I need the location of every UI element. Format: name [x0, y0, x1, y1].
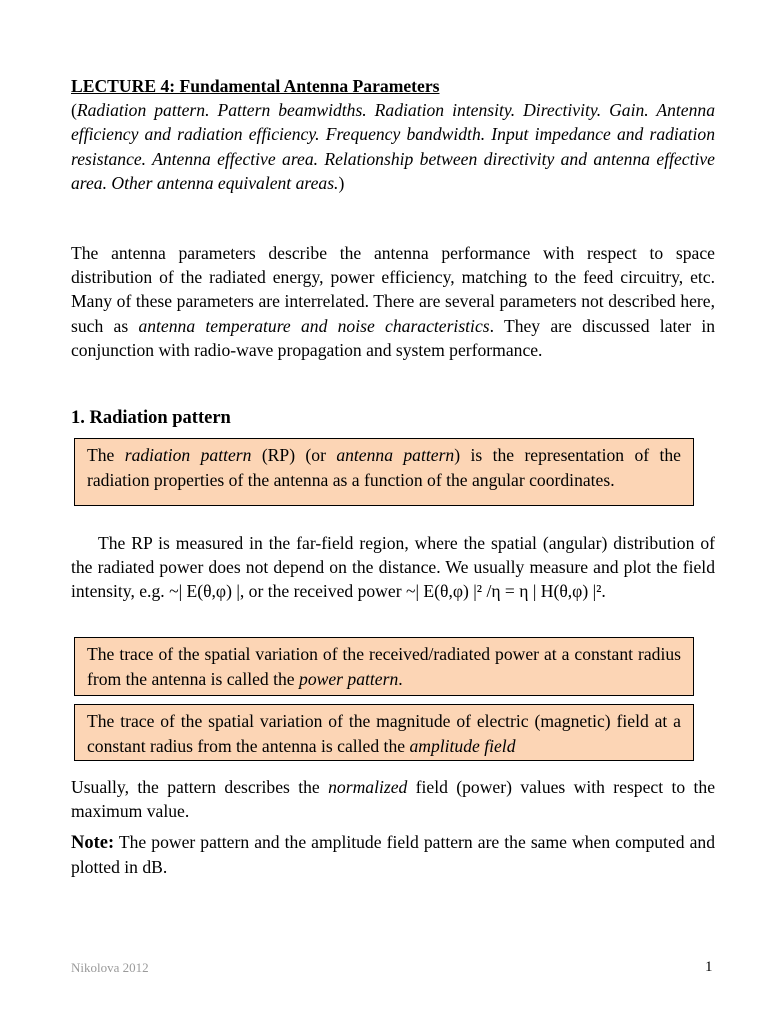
intro-paragraph — [71, 241, 715, 362]
box1-text-1: The — [87, 445, 125, 465]
box3-italic-1: amplitude field — [409, 736, 516, 756]
definition-box-radiation-pattern — [74, 438, 694, 506]
received-power-formula: ~| E(θ,φ) |² /η = η | H(θ,φ) |² — [405, 581, 602, 602]
box1-text-3: ) is the representation of the radiation properties of the antenna as a function of the angular coordinates. — [87, 445, 681, 490]
box1-text-2: (RP) (or — [251, 445, 337, 465]
box2-italic-1: power pattern — [299, 669, 399, 689]
definition-box-power-pattern — [74, 637, 694, 696]
subtitle-close-paren: ) — [338, 172, 345, 193]
intro-italic: antenna temperature and noise characteristics — [138, 315, 490, 336]
power-pattern-text — [87, 642, 681, 692]
box1-italic-1: radiation pattern — [124, 445, 252, 465]
field-intensity-formula: ~| E(θ,φ) | — [169, 581, 240, 602]
box2-text-1: The trace of the spatial variation of the received/radiated power at a constant radius from the antenna is called the — [87, 644, 681, 689]
usually-italic: normalized — [328, 777, 408, 797]
lecture-topics: Radiation pattern. Pattern beamwidths. Radiation intensity. Directivity. Gain. Antenna efficiency and radiation efficiency. Frequency bandwidth. Input impedance and radiation resistance. Antenna effective area. Relationship between directivity and antenna effective area. Other antenna equivalent areas. — [71, 100, 715, 193]
rp-measurement-paragraph — [71, 531, 715, 604]
page-number: 1 — [705, 959, 713, 975]
definition-text — [87, 443, 681, 493]
footer-author: Nikolova 2012 — [71, 960, 149, 975]
subtitle-open-paren: ( — [71, 100, 77, 121]
normalized-paragraph — [71, 775, 715, 823]
lecture-title: LECTURE 4: Fundamental Antenna Parameters — [71, 76, 440, 96]
rp-text-1: The RP is measured in the far-field region, where the spatial (angular) distribution of the radiated power does not depend on the distance. We usually measure and plot the field intensity, e.g. — [71, 533, 715, 602]
amplitude-field-text — [87, 709, 681, 759]
intro-text-1: The antenna parameters describe the antenna performance with respect to space distribution of the radiated energy, power efficiency, matching to the feed circuitry, etc. Many of these parameters are interrelated. There are several parameters not described here, such as — [71, 243, 715, 336]
note-label: Note: — [71, 833, 115, 853]
box1-italic-2: antenna pattern — [336, 445, 455, 465]
box2-text-2: . — [398, 669, 403, 689]
box3-text-1: The trace of the spatial variation of the magnitude of electric (magnetic) field at a constant radius from the antenna is called the — [87, 711, 681, 756]
rp-text-2: , or the received power — [239, 581, 406, 602]
intro-text-2: . They are discussed later in conjunction with radio-wave propagation and system performance. — [71, 315, 716, 360]
rp-text-3: . — [601, 581, 606, 602]
note-text: The power pattern and the amplitude field pattern are the same when computed and plotted in dB. — [71, 832, 715, 878]
note-paragraph — [71, 830, 715, 879]
section-heading-radiation-pattern: 1. Radiation pattern — [71, 408, 231, 428]
usually-text-1: Usually, the pattern describes the — [71, 777, 329, 797]
usually-text-2: field (power) values with respect to the maximum value. — [71, 777, 716, 822]
definition-box-amplitude-field — [74, 704, 694, 761]
lecture-title-block — [71, 74, 715, 195]
